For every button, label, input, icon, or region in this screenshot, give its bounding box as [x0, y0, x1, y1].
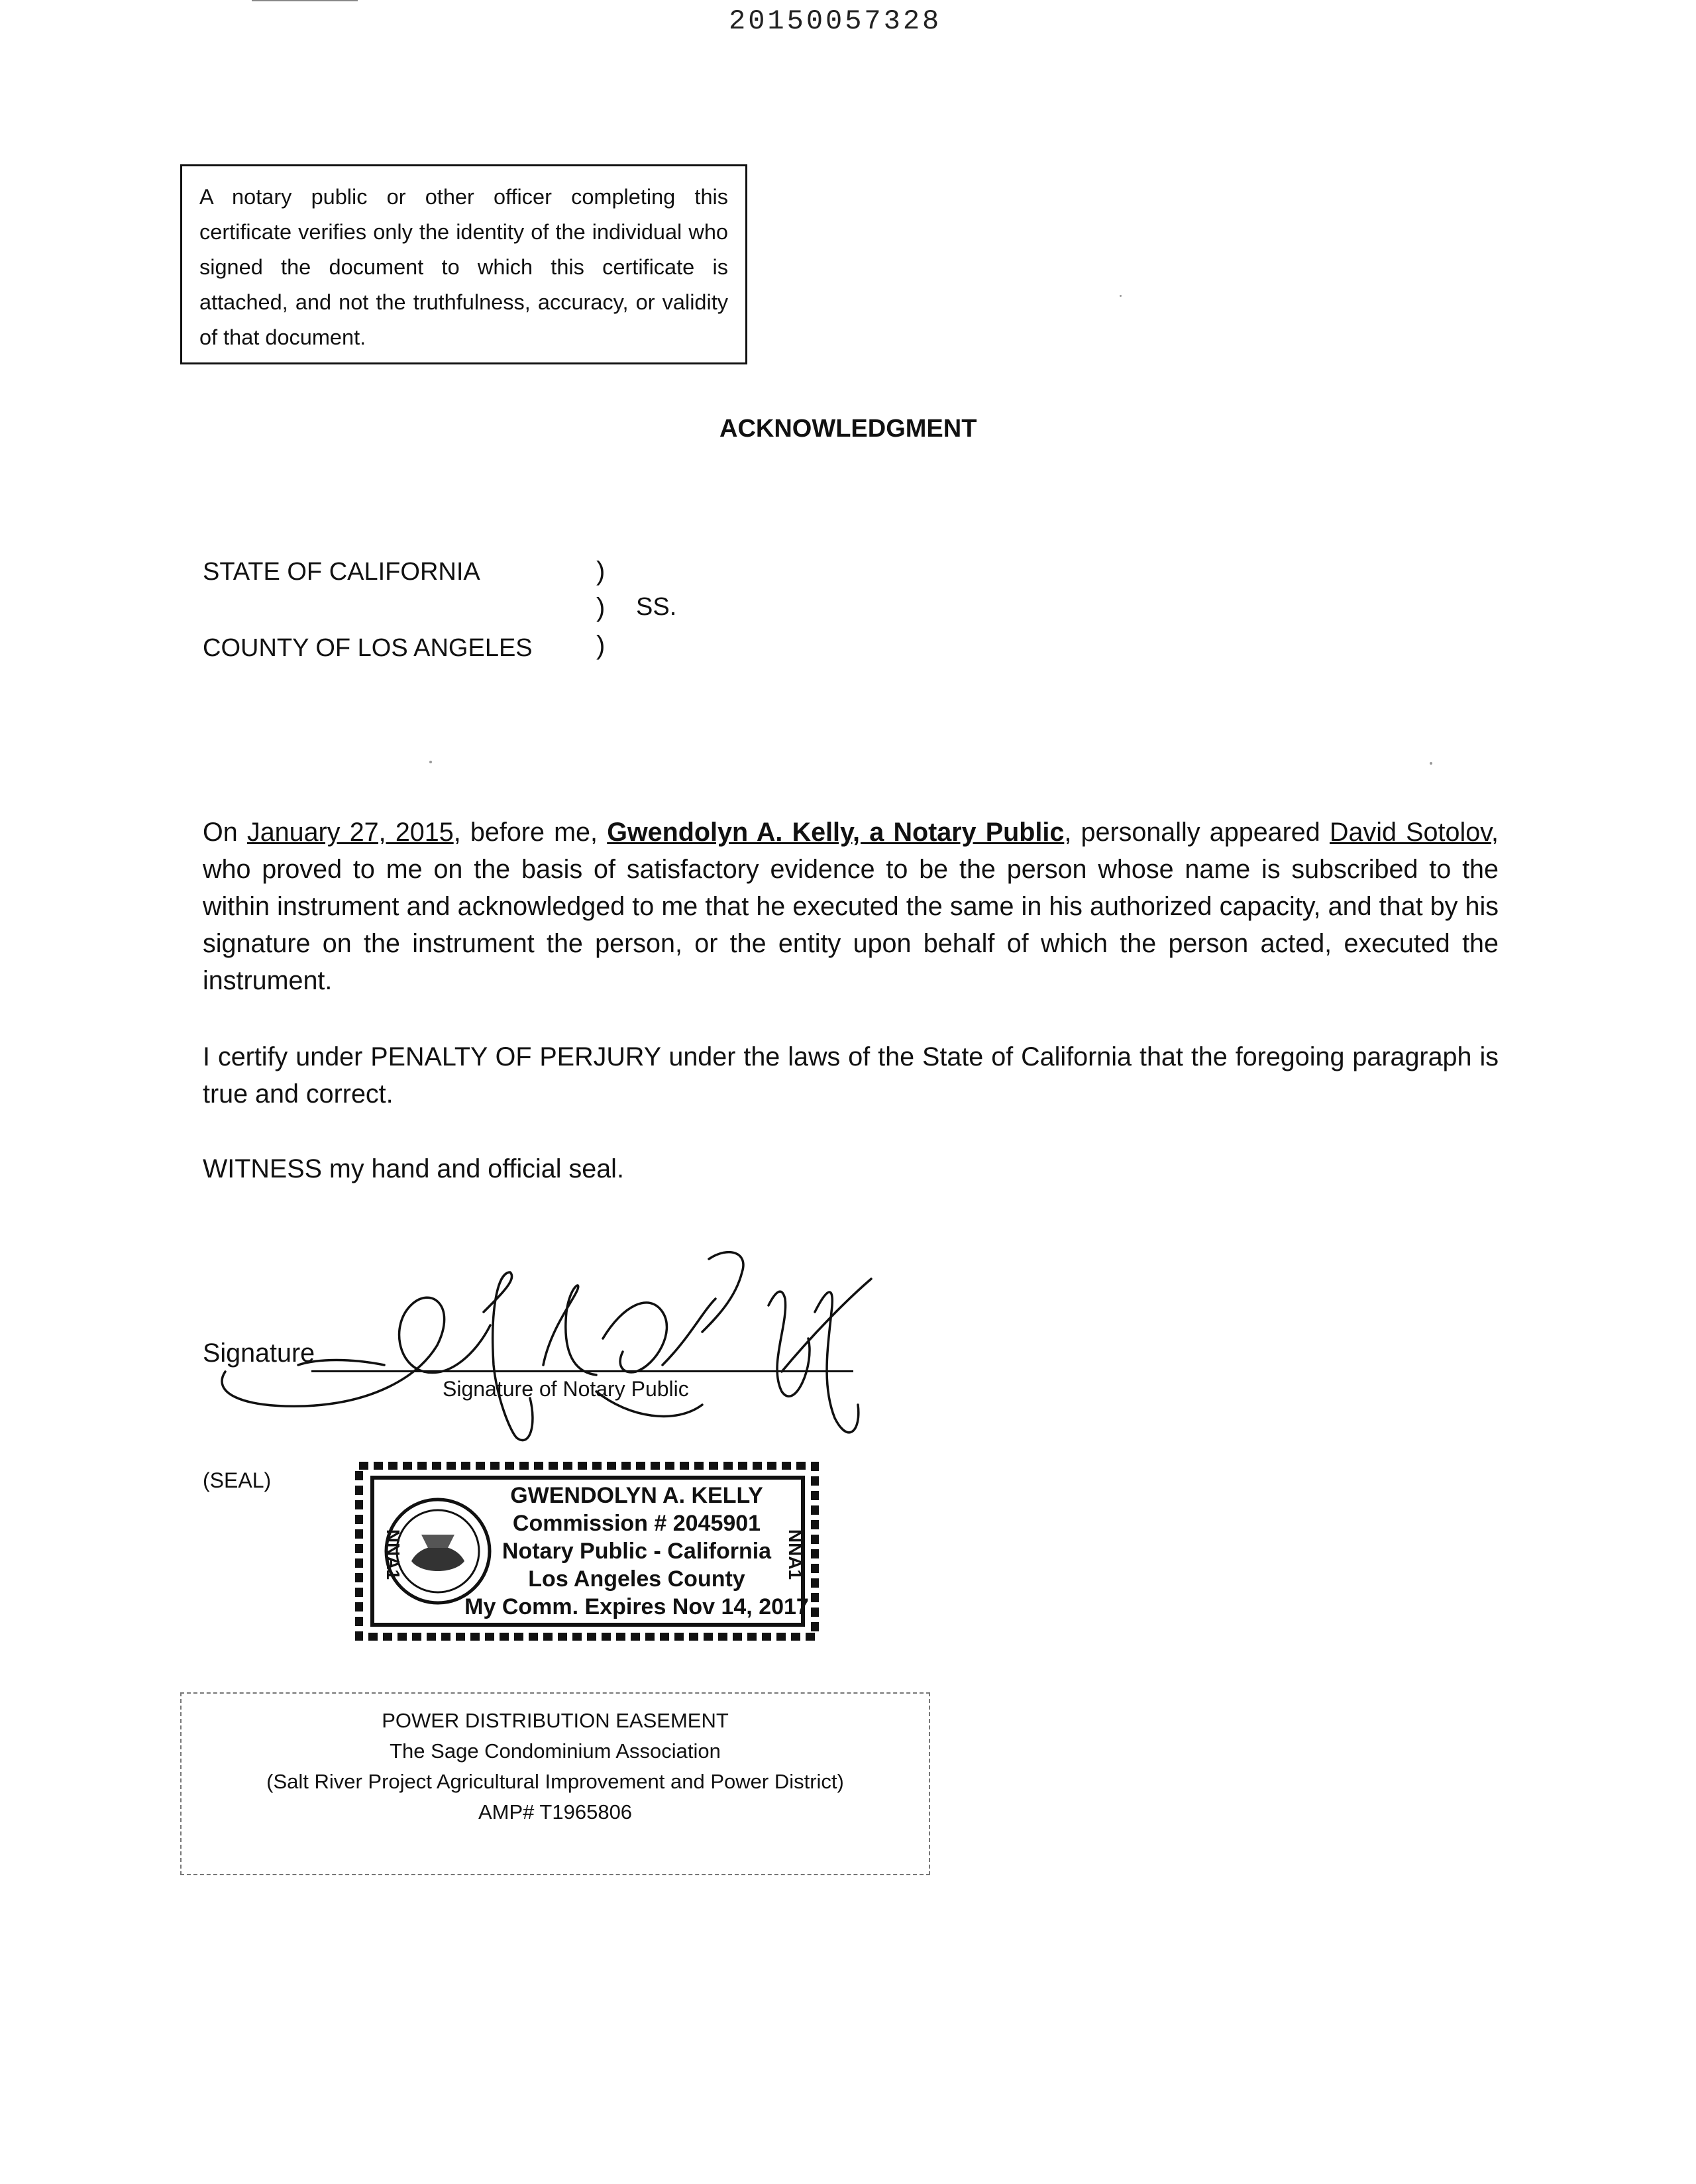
- witness-statement: WITNESS my hand and official seal.: [203, 1154, 624, 1183]
- seal-side-text-right: NNA1: [785, 1529, 806, 1580]
- handwritten-signature: [199, 1232, 874, 1471]
- signature-caption: Signature of Notary Public: [443, 1377, 689, 1401]
- signature-label: Signature: [203, 1338, 315, 1368]
- notary-name: Gwendolyn A. Kelly, a Notary Public: [607, 818, 1065, 847]
- page-title: ACKNOWLEDGMENT: [719, 415, 977, 443]
- seal-label: (SEAL): [203, 1468, 272, 1492]
- acknowledgment-date: January 27, 2015: [246, 818, 454, 847]
- body-text: , who proved to me on the basis of satisfactory evidence to be the person whose name is subscribed to the within instrument and acknowledged to me that he executed the same in his authorized capacity, and that by his signature on the instrument the person, or the entity upon behalf of which the person acted, executed the instrument.: [203, 818, 1499, 995]
- venue-state: STATE OF CALIFORNIA: [203, 558, 480, 586]
- footer-line: AMP# T1965806: [478, 1800, 633, 1824]
- notary-seal-stamp: [355, 1462, 819, 1641]
- body-text: On: [203, 818, 238, 847]
- notary-notice-box: [180, 164, 747, 364]
- seal-line: My Comm. Expires Nov 14, 2017: [464, 1594, 809, 1619]
- perjury-certification: I certify under PENALTY OF PERJURY under the laws of the State of California that the foregoing paragraph is true and correct.: [203, 1042, 1499, 1109]
- venue-ss: SS.: [636, 593, 677, 621]
- seal-line: Commission # 2045901: [512, 1511, 761, 1536]
- document-number: 20150057328: [729, 5, 942, 37]
- scan-artifact-line: [252, 0, 358, 1]
- scan-speck: [1120, 295, 1122, 297]
- venue-bracket: ): [596, 593, 606, 622]
- venue-county: COUNTY OF LOS ANGELES: [203, 634, 533, 662]
- seal-line: Notary Public - California: [502, 1539, 772, 1564]
- body-text: , before me,: [453, 818, 608, 847]
- scan-speck: [429, 761, 432, 763]
- signer-name: David Sotolov: [1329, 818, 1492, 847]
- footer-line: (Salt River Project Agricultural Improvement and Power District): [266, 1770, 844, 1793]
- venue-bracket: ): [596, 631, 606, 660]
- footer-line: The Sage Condominium Association: [390, 1739, 721, 1763]
- scan-speck: [1430, 762, 1432, 765]
- acknowledgment-paragraph: [203, 814, 1499, 999]
- venue-bracket: ): [596, 557, 606, 586]
- notary-notice-text: A notary public or other officer completing this certificate verifies only the identity of the individual who signed the document to which this certificate is attached, and not the truthfulness, accuracy, or validity of that document.: [199, 185, 728, 349]
- easement-reference-box: [180, 1692, 930, 1875]
- seal-line: GWENDOLYN A. KELLY: [510, 1483, 763, 1508]
- body-text: , personally appeared: [1064, 818, 1330, 847]
- seal-side-text-left: NNA1: [383, 1529, 403, 1580]
- seal-line: Los Angeles County: [528, 1566, 745, 1592]
- footer-line: POWER DISTRIBUTION EASEMENT: [382, 1709, 729, 1732]
